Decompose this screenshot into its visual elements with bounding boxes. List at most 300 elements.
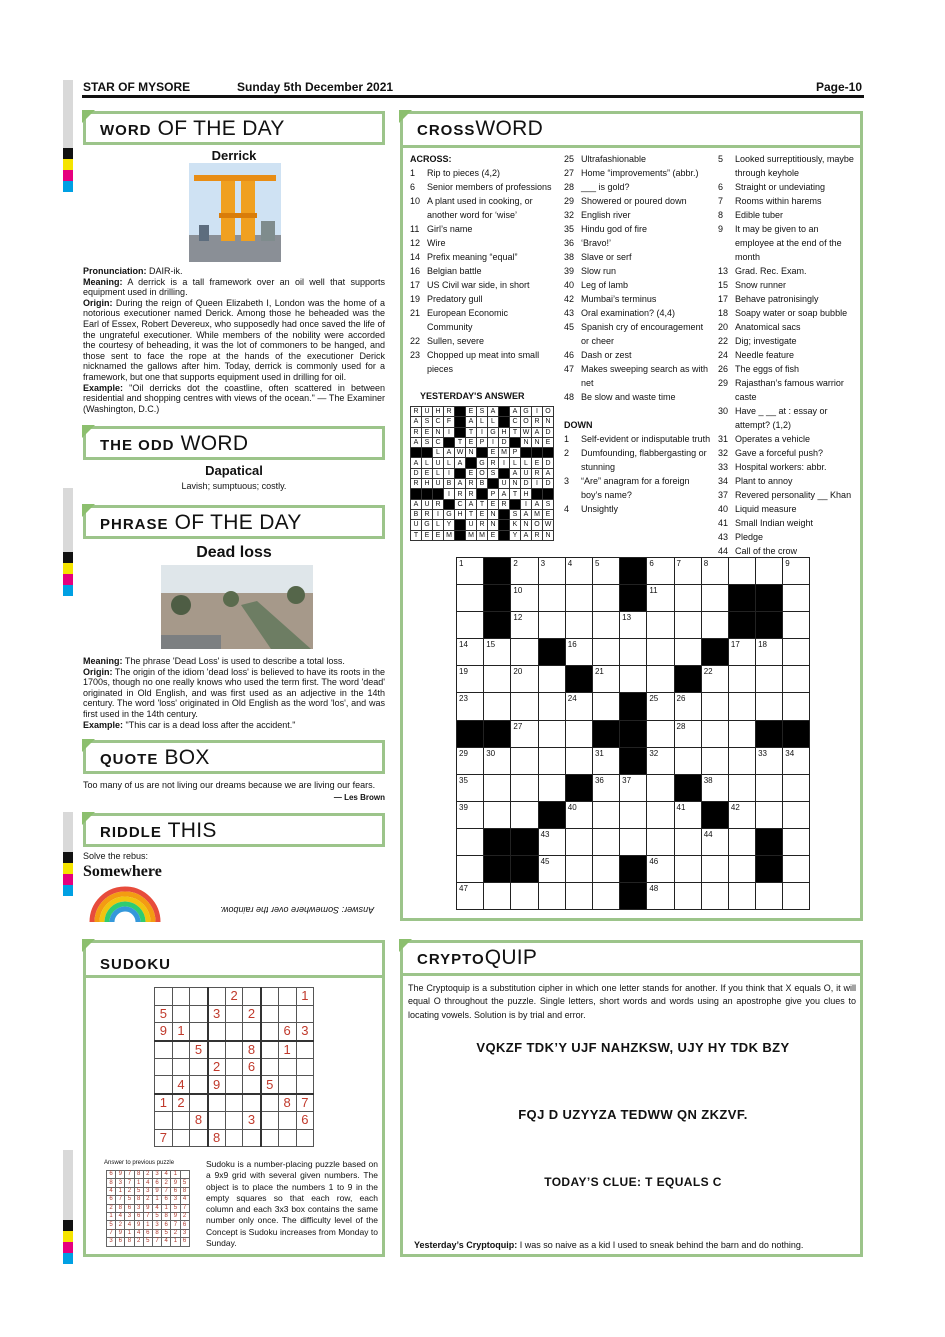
- answer-cell: 7: [143, 1212, 152, 1220]
- sudoku-cell[interactable]: [208, 1094, 226, 1112]
- crossword-cell[interactable]: [728, 747, 755, 774]
- crossword-cell[interactable]: 37: [620, 774, 647, 801]
- crossword-cell[interactable]: [511, 883, 538, 910]
- crossword-cell[interactable]: [592, 801, 619, 828]
- answer-cell: S: [510, 509, 521, 519]
- crossword-cell[interactable]: [674, 856, 701, 883]
- sudoku-cell[interactable]: [243, 988, 261, 1006]
- crossword-cell[interactable]: 48: [647, 883, 674, 910]
- answer-cell: T: [477, 499, 488, 509]
- down-column: [718, 152, 858, 558]
- sudoku-cell[interactable]: [208, 1023, 226, 1041]
- clue-text: Be slow and waste time: [581, 392, 676, 402]
- crossword-cell[interactable]: [484, 801, 511, 828]
- crossword-cell[interactable]: [647, 639, 674, 666]
- crossword-cell[interactable]: [756, 883, 783, 910]
- clue-item: [564, 446, 712, 474]
- answer-cell: R: [444, 407, 455, 417]
- clue-item: [718, 292, 858, 306]
- clue-number: 3: [564, 476, 570, 486]
- crossword-cell[interactable]: [701, 612, 728, 639]
- crossword-cell[interactable]: [538, 774, 565, 801]
- clue-item: [410, 348, 555, 376]
- grey-margin-bar: [63, 80, 73, 148]
- answer-cell: 8: [180, 1187, 189, 1195]
- sudoku-cell[interactable]: [208, 1111, 226, 1129]
- answer-cell: H: [455, 509, 466, 519]
- crossword-cell[interactable]: [538, 747, 565, 774]
- clue-text: Slave or serf: [581, 252, 632, 262]
- crossword-cell[interactable]: [565, 720, 592, 747]
- answer-cell: W: [543, 520, 554, 530]
- black-square: [477, 489, 488, 499]
- crossword-cell[interactable]: 29: [457, 747, 484, 774]
- sudoku-cell[interactable]: [190, 1076, 208, 1094]
- crossword-cell[interactable]: 44: [701, 828, 728, 855]
- answer-cell: C: [510, 417, 521, 427]
- answer-cell: 6: [162, 1196, 171, 1204]
- crossword-cell[interactable]: 46: [647, 856, 674, 883]
- sudoku-cell[interactable]: [296, 1058, 314, 1076]
- sudoku-cell[interactable]: [190, 1023, 208, 1041]
- black-square: [538, 639, 565, 666]
- crossword-cell[interactable]: 13: [620, 612, 647, 639]
- crossword-cell[interactable]: [457, 585, 484, 612]
- answer-cell: I: [532, 479, 543, 489]
- clue-number: 33: [718, 462, 729, 472]
- sudoku-cell: 5: [155, 1005, 173, 1023]
- answer-cell: M: [444, 530, 455, 540]
- crossword-cell[interactable]: [592, 828, 619, 855]
- crossword-cell[interactable]: 30: [484, 747, 511, 774]
- crossword-cell[interactable]: [565, 883, 592, 910]
- sudoku-cell: 2: [225, 988, 243, 1006]
- crossword-cell[interactable]: [701, 747, 728, 774]
- answer-cell: 7: [152, 1238, 161, 1246]
- crossword-cell[interactable]: 42: [728, 801, 755, 828]
- clue-number: 43: [564, 308, 575, 318]
- black-square: [411, 448, 422, 458]
- sudoku-cell[interactable]: [261, 1111, 279, 1129]
- sudoku-cell[interactable]: [225, 1041, 243, 1059]
- clue-text: Dash or zest: [581, 350, 632, 360]
- sudoku-cell[interactable]: [155, 1111, 173, 1129]
- riddle-word: Somewhere: [83, 863, 162, 880]
- sudoku-cell[interactable]: [190, 1094, 208, 1112]
- answer-cell: I: [444, 427, 455, 437]
- crossword-cell[interactable]: [565, 585, 592, 612]
- crossword-cell[interactable]: [728, 558, 755, 585]
- sudoku-cell: 3: [208, 1005, 226, 1023]
- crossword-cell[interactable]: [538, 693, 565, 720]
- crossword-cell[interactable]: [674, 883, 701, 910]
- sudoku-cell[interactable]: [278, 1076, 296, 1094]
- crossword-cell[interactable]: 41: [674, 801, 701, 828]
- clue-number: 19: [410, 294, 421, 304]
- crossword-cell[interactable]: [511, 639, 538, 666]
- answer-cell: A: [532, 499, 543, 509]
- sudoku-cell[interactable]: [155, 1041, 173, 1059]
- clue-number: 40: [564, 280, 575, 290]
- crossword-cell[interactable]: 4: [565, 558, 592, 585]
- crossword-cell[interactable]: 33: [756, 747, 783, 774]
- crossword-cell[interactable]: 14: [457, 639, 484, 666]
- crossword-cell[interactable]: [756, 801, 783, 828]
- crossword-cell[interactable]: [647, 612, 674, 639]
- answer-cell: N: [543, 530, 554, 540]
- sudoku-cell[interactable]: [172, 1005, 190, 1023]
- crossword-cell[interactable]: 9: [783, 558, 810, 585]
- crossword-cell[interactable]: [592, 639, 619, 666]
- black-square: [484, 720, 511, 747]
- answer-cell: 4: [143, 1179, 152, 1187]
- crossword-cell[interactable]: 8: [701, 558, 728, 585]
- answer-cell: C: [455, 499, 466, 509]
- sudoku-cell[interactable]: [172, 1129, 190, 1147]
- crossword-cell[interactable]: 36: [592, 774, 619, 801]
- crossword-cell[interactable]: [484, 693, 511, 720]
- crossword-cell[interactable]: [484, 666, 511, 693]
- sudoku-cell[interactable]: [278, 1058, 296, 1076]
- clue-text: Pledge: [735, 532, 764, 542]
- corner-flag-icon: [82, 425, 95, 438]
- crossword-cell[interactable]: 5: [592, 558, 619, 585]
- crossword-cell[interactable]: [783, 666, 810, 693]
- crossword-cell[interactable]: 7: [674, 558, 701, 585]
- crossword-cell[interactable]: [592, 585, 619, 612]
- crossword-cell[interactable]: 27: [511, 720, 538, 747]
- crossword-cell[interactable]: [647, 774, 674, 801]
- crossword-cell[interactable]: [565, 828, 592, 855]
- crossword-cell[interactable]: [538, 883, 565, 910]
- clue-number: 34: [718, 476, 729, 486]
- answer-cell: 5: [134, 1187, 143, 1195]
- sudoku-cell[interactable]: [261, 1129, 279, 1147]
- crossword-cell[interactable]: [674, 585, 701, 612]
- clue-number: 42: [564, 294, 575, 304]
- crossword-cell[interactable]: [592, 883, 619, 910]
- crossword-cell[interactable]: 23: [457, 693, 484, 720]
- crossword-cell[interactable]: [620, 666, 647, 693]
- crossword-cell[interactable]: 21: [592, 666, 619, 693]
- crossword-cell[interactable]: [647, 666, 674, 693]
- crossword-cell[interactable]: [565, 612, 592, 639]
- sudoku-cell[interactable]: [296, 1129, 314, 1147]
- crossword-cell[interactable]: 38: [701, 774, 728, 801]
- clue-text: Belgian battle: [427, 266, 482, 276]
- crossword-cell[interactable]: [756, 666, 783, 693]
- sudoku-cell[interactable]: [243, 1129, 261, 1147]
- clue-text: Hospital workers: abbr.: [735, 462, 827, 472]
- answer-cell: G: [488, 427, 499, 437]
- crossword-cell[interactable]: 10: [511, 585, 538, 612]
- crossword-cell[interactable]: [783, 639, 810, 666]
- crossword-cell[interactable]: [756, 774, 783, 801]
- answer-cell: 3: [134, 1204, 143, 1212]
- crossword-cell[interactable]: [783, 828, 810, 855]
- crossword-cell[interactable]: 20: [511, 666, 538, 693]
- sudoku-cell: 1: [296, 988, 314, 1006]
- sudoku-cell[interactable]: [225, 1023, 243, 1041]
- crossword-cell[interactable]: 1: [457, 558, 484, 585]
- crossword-cell[interactable]: 43: [538, 828, 565, 855]
- crossword-cell[interactable]: [728, 883, 755, 910]
- clue-text: Anatomical sacs: [735, 322, 801, 332]
- crossword-cell[interactable]: [592, 693, 619, 720]
- black-square: [499, 530, 510, 540]
- example-text: "Oil derricks dot the coastline, often scattered in between residential and shopping centres with views of the ocean." — The Examiner (Washington, D.C.): [83, 382, 385, 414]
- sudoku-cell[interactable]: [190, 988, 208, 1006]
- answer-cell: 3: [171, 1196, 180, 1204]
- crossword-cell[interactable]: [783, 585, 810, 612]
- crossword-cell[interactable]: [674, 828, 701, 855]
- crossword-cell[interactable]: [728, 666, 755, 693]
- answer-cell: N: [488, 509, 499, 519]
- cryptoquip-line-1: VQKZF TDK’Y UJF NAHZKSW, UJY HY TDK BZY: [476, 1040, 790, 1055]
- answer-cell: L: [510, 458, 521, 468]
- answer-cell: O: [543, 407, 554, 417]
- clue-item: [564, 502, 712, 516]
- paper-name: STAR OF MYSORE: [83, 80, 191, 94]
- cryptoquip-clue: TODAY’S CLUE: T EQUALS C: [544, 1175, 722, 1189]
- crossword-cell[interactable]: [701, 693, 728, 720]
- crossword-cell[interactable]: [647, 801, 674, 828]
- crossword-cell[interactable]: [620, 801, 647, 828]
- sudoku-cell[interactable]: [172, 1058, 190, 1076]
- clue-text: Plant to annoy: [735, 476, 793, 486]
- crossword-cell[interactable]: 12: [511, 612, 538, 639]
- crossword-cell[interactable]: [701, 720, 728, 747]
- crossword-cell[interactable]: 15: [484, 639, 511, 666]
- answer-cell: 1: [143, 1221, 152, 1229]
- sudoku-cell[interactable]: [190, 1005, 208, 1023]
- crossword-cell[interactable]: [728, 828, 755, 855]
- sudoku-cell[interactable]: [208, 988, 226, 1006]
- section-title-small: QUOTE: [100, 751, 159, 768]
- sudoku-cell[interactable]: [190, 1058, 208, 1076]
- crossword-cell[interactable]: [756, 558, 783, 585]
- clue-number: 40: [718, 504, 729, 514]
- crossword-cell[interactable]: 2: [511, 558, 538, 585]
- crossword-cell[interactable]: [538, 666, 565, 693]
- sudoku-cell[interactable]: [225, 1094, 243, 1112]
- black-square: [422, 489, 433, 499]
- crossword-cell[interactable]: [538, 720, 565, 747]
- crossword-cell[interactable]: [674, 612, 701, 639]
- crossword-cell[interactable]: 35: [457, 774, 484, 801]
- crossword-cell[interactable]: [728, 693, 755, 720]
- crossword-cell[interactable]: [783, 693, 810, 720]
- word-of-day-definition: [83, 266, 385, 414]
- answer-cell: 3: [107, 1238, 116, 1246]
- sudoku-cell[interactable]: [278, 1005, 296, 1023]
- crossword-cell[interactable]: [484, 883, 511, 910]
- crossword-cell[interactable]: 6: [647, 558, 674, 585]
- crossword-cell[interactable]: [511, 801, 538, 828]
- answer-cell: H: [499, 427, 510, 437]
- crossword-cell[interactable]: [674, 747, 701, 774]
- sudoku-cell[interactable]: [296, 1005, 314, 1023]
- crossword-cell[interactable]: [457, 828, 484, 855]
- answer-cell: E: [466, 468, 477, 478]
- crossword-cell[interactable]: [783, 883, 810, 910]
- sudoku-cell: 7: [296, 1094, 314, 1112]
- sudoku-cell[interactable]: [278, 988, 296, 1006]
- sudoku-cell[interactable]: [261, 1005, 279, 1023]
- crossword-cell[interactable]: [538, 585, 565, 612]
- crossword-cell[interactable]: [620, 639, 647, 666]
- answer-cell: N: [433, 427, 444, 437]
- crossword-cell[interactable]: 40: [565, 801, 592, 828]
- crossword-cell[interactable]: [728, 774, 755, 801]
- answer-cell: 6: [180, 1238, 189, 1246]
- sudoku-cell[interactable]: [261, 1041, 279, 1059]
- answer-cell: 1: [134, 1179, 143, 1187]
- crossword-cell[interactable]: [701, 883, 728, 910]
- answer-cell: I: [532, 407, 543, 417]
- clue-item: [410, 250, 555, 264]
- phrase-definition: [83, 656, 385, 730]
- corner-flag-icon: [82, 739, 95, 752]
- answer-cell: E: [532, 458, 543, 468]
- answer-cell: 8: [107, 1179, 116, 1187]
- crossword-cell[interactable]: [565, 747, 592, 774]
- derrick-crane-image: [189, 163, 281, 262]
- clue-item: [564, 208, 712, 222]
- crossword-cell[interactable]: [457, 856, 484, 883]
- clue-text: ‘Bravo!’: [581, 238, 612, 248]
- crossword-cell[interactable]: 25: [647, 693, 674, 720]
- sudoku-cell[interactable]: [190, 1129, 208, 1147]
- crossword-cell[interactable]: 34: [783, 747, 810, 774]
- sudoku-cell[interactable]: [243, 1023, 261, 1041]
- crossword-cell[interactable]: 19: [457, 666, 484, 693]
- crossword-cell[interactable]: 16: [565, 639, 592, 666]
- sudoku-cell[interactable]: [278, 1111, 296, 1129]
- sudoku-cell[interactable]: [172, 988, 190, 1006]
- crossword-cell[interactable]: [457, 612, 484, 639]
- crossword-cell[interactable]: [783, 774, 810, 801]
- clue-number: 7: [718, 196, 724, 206]
- sudoku-cell[interactable]: [172, 1041, 190, 1059]
- pronunciation-text: DAIR-ik.: [146, 266, 183, 276]
- answer-cell: 9: [116, 1229, 125, 1237]
- sudoku-cell[interactable]: [172, 1111, 190, 1129]
- sudoku-cell[interactable]: [243, 1076, 261, 1094]
- crossword-cell[interactable]: 26: [674, 693, 701, 720]
- sudoku-cell[interactable]: [296, 1041, 314, 1059]
- answer-cell: 6: [107, 1196, 116, 1204]
- sudoku-grid[interactable]: [154, 987, 314, 1147]
- crossword-cell[interactable]: 17: [728, 639, 755, 666]
- crossword-cell[interactable]: 47: [457, 883, 484, 910]
- crossword-cell[interactable]: [728, 856, 755, 883]
- answer-cell: U: [422, 499, 433, 509]
- crossword-cell[interactable]: [538, 612, 565, 639]
- crossword-cell[interactable]: [783, 856, 810, 883]
- sudoku-cell[interactable]: [225, 1129, 243, 1147]
- crossword-cell[interactable]: 18: [756, 639, 783, 666]
- crossword-cell[interactable]: [484, 774, 511, 801]
- sudoku-cell[interactable]: [225, 1058, 243, 1076]
- crossword-cell[interactable]: [592, 612, 619, 639]
- crossword-cell[interactable]: [674, 639, 701, 666]
- clue-item: [718, 516, 858, 530]
- crossword-cell[interactable]: [511, 774, 538, 801]
- crossword-cell[interactable]: [620, 828, 647, 855]
- black-square: [756, 585, 783, 612]
- sudoku-cell[interactable]: [225, 1111, 243, 1129]
- crossword-cell[interactable]: [783, 801, 810, 828]
- sudoku-cell[interactable]: [155, 1058, 173, 1076]
- crossword-cell[interactable]: [701, 585, 728, 612]
- crossword-cell[interactable]: 22: [701, 666, 728, 693]
- black-square: [484, 828, 511, 855]
- sudoku-cell[interactable]: [296, 1076, 314, 1094]
- crossword-cell[interactable]: [565, 856, 592, 883]
- crossword-cell[interactable]: [756, 693, 783, 720]
- clue-item: [410, 292, 555, 306]
- sudoku-cell[interactable]: [261, 1023, 279, 1041]
- crossword-cell[interactable]: [728, 720, 755, 747]
- sudoku-cell[interactable]: [261, 1058, 279, 1076]
- clue-text: Home “improvements” (abbr.): [581, 168, 699, 178]
- clue-item: [564, 180, 712, 194]
- crossword-cell[interactable]: [592, 856, 619, 883]
- crossword-cell[interactable]: 45: [538, 856, 565, 883]
- crossword-cell[interactable]: 32: [647, 747, 674, 774]
- answer-cell: B: [411, 509, 422, 519]
- black-square: [532, 448, 543, 458]
- black-square: [620, 856, 647, 883]
- clue-number: 29: [718, 378, 729, 388]
- sudoku-cell[interactable]: [261, 988, 279, 1006]
- crossword-cell[interactable]: 28: [674, 720, 701, 747]
- rainbow-icon: [88, 882, 162, 922]
- crossword-cell[interactable]: [647, 828, 674, 855]
- section-title-big: WORD: [180, 432, 249, 455]
- origin-label: Origin:: [83, 666, 113, 677]
- sudoku-cell[interactable]: [261, 1094, 279, 1112]
- sudoku-cell[interactable]: [278, 1129, 296, 1147]
- crossword-cell[interactable]: 31: [592, 747, 619, 774]
- crossword-cell[interactable]: [701, 856, 728, 883]
- sudoku-cell[interactable]: [155, 988, 173, 1006]
- clue-number: 18: [718, 308, 729, 318]
- answer-cell: A: [411, 458, 422, 468]
- sudoku-cell[interactable]: [243, 1094, 261, 1112]
- crossword-grid[interactable]: [456, 557, 810, 910]
- crossword-cell[interactable]: [511, 747, 538, 774]
- answer-cell: 3: [152, 1221, 161, 1229]
- black-square: [620, 747, 647, 774]
- corner-flag-icon: [82, 110, 95, 123]
- crossword-cell[interactable]: [511, 693, 538, 720]
- crossword-cell[interactable]: 3: [538, 558, 565, 585]
- crossword-cell[interactable]: [783, 612, 810, 639]
- crossword-cell[interactable]: 11: [647, 585, 674, 612]
- crossword-cell[interactable]: 24: [565, 693, 592, 720]
- clue-number: 36: [564, 238, 575, 248]
- crossword-cell[interactable]: 39: [457, 801, 484, 828]
- crossword-cell[interactable]: [647, 720, 674, 747]
- sudoku-cell[interactable]: [208, 1041, 226, 1059]
- sudoku-cell[interactable]: [155, 1076, 173, 1094]
- black-square: [477, 448, 488, 458]
- clue-text: Makes sweeping search as with net: [581, 364, 709, 388]
- sudoku-cell[interactable]: [225, 1005, 243, 1023]
- sudoku-cell[interactable]: [225, 1076, 243, 1094]
